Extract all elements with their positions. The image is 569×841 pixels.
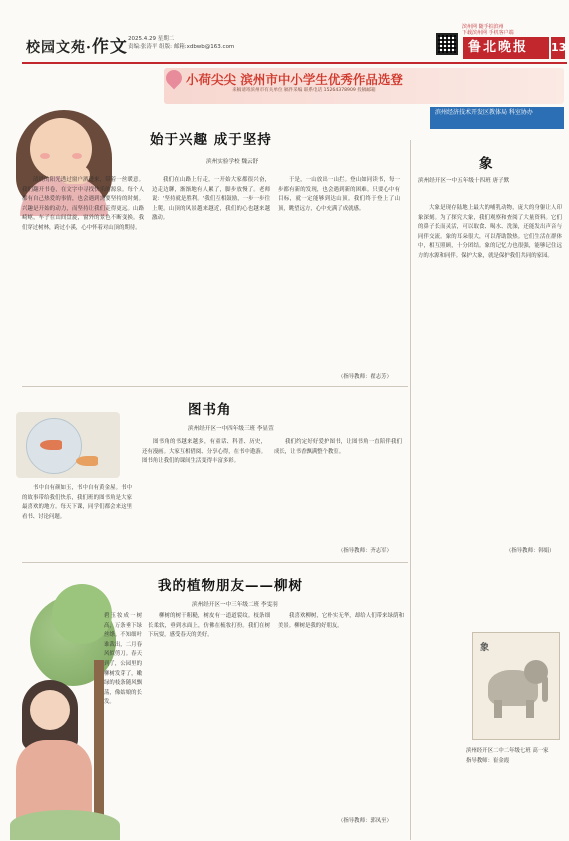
masthead-logo: 鲁北晚报 (463, 37, 549, 59)
article-text-willow-col1: 碧玉妆成一树高，万条垂下绿丝绦。不知细叶谁裁出，二月春风似剪刀。春天到了，公园里的柳树发芽了，嫩绿的枝条随风飘荡，像姑娘的长发。 (104, 613, 142, 706)
girl2-illustration-face (30, 690, 70, 730)
girl-cheek-right (72, 153, 82, 159)
article-text-library-col1: 书中自有颜如玉，书中自有黄金屋。书中的故事带给我们快乐，我们班的图书角是大家最喜欢的地方。每天下课，同学们都会来这里看书、讨论问题。 (22, 485, 132, 520)
sponsor-box: 滨州经济技术开发区教体局 科室协办 (430, 107, 564, 129)
article-text-persistence-col1: 清晨的阳光透过窗户洒进来，带着一丝暖意。我们翻开书卷，在文字中寻找快乐的源泉。每个人都有自己热爱的事情，也会遇到需要坚持的时刻。兴趣是开始的动力，而坚持让我们走得更远。山路崎岖，车子在山间盘旋，窗外的景色不断变换。我们穿过树林，跨过小溪，心中怀着对山顶的期待。 (22, 177, 144, 231)
article-text-persistence-col3: 于是，一山放出一山拦。登山如同读书，每一步都有新的发现，也会遇到新的困难。只要心中有目标，就一定能够到达山顶。我们终于登上了山顶，眺望远方，心中充满了成就感。 (278, 177, 400, 212)
column-divider (410, 140, 411, 840)
article-byline-willow: 滨州经开区一中三年级二班 李雯羽 (192, 602, 278, 608)
elephant-leg (494, 700, 502, 718)
qr-code-icon (436, 33, 458, 55)
photo-note: 滨州网 随手拍滨州 (462, 24, 504, 30)
drawing-caption-teacher: 指导教师：崔金霞 (466, 758, 510, 764)
elephant-leg (526, 700, 534, 718)
banner-subtitle: 来稿请寄滨州市有关单位 稿件采编 联系电话 15264378909 投稿邮箱 (232, 88, 376, 93)
article-text-persistence-col2: 我们在山路上行走，一开始大家都很兴奋，边走边聊，渐渐地有人累了，脚步放慢了。老师说：'坚持就是胜利。'我们互相鼓励，一步一步往上爬。山顶的风景越来越近，我们的心也越来越激动。 (152, 177, 270, 222)
article-signoff-willow: （指导教师：郭凤至） (338, 818, 392, 824)
article-byline-persistence: 滨州实验学校 魏云舒 (206, 159, 259, 165)
fish-icon (76, 456, 98, 466)
banner-title: 小荷尖尖 滨州市中小学生优秀作品选登 (186, 72, 403, 87)
article-title-library: 图书角 (188, 402, 232, 418)
willow-illustration-leaves-top (52, 584, 112, 644)
article-text-library-col3: 我们约定好好爱护图书，让图书角一直陪伴我们成长，让书香飘满整个教室。 (274, 439, 402, 455)
section-divider (22, 386, 408, 387)
article-signoff-library: （指导教师：齐志军） (338, 548, 392, 554)
article-title-persistence: 始于兴趣 成于坚持 (150, 132, 272, 148)
section-title (26, 32, 128, 57)
elephant-trunk (542, 676, 548, 702)
fish-icon (40, 440, 62, 450)
article-byline-elephant: 滨州经开区一中五年级十四班 唐子默 (418, 178, 510, 184)
section-name: 校园文苑 (26, 40, 86, 56)
article-text-willow-col3: 我喜欢柳树，它朴实无华，却给人们带来绿荫和美景。柳树是我的好朋友。 (278, 613, 404, 629)
editor-line (128, 44, 234, 51)
section-main: 作文 (91, 37, 128, 57)
page-number: 13 (551, 37, 565, 59)
issue-date: 2025.4.29 星期二 (128, 36, 175, 42)
article-signoff-persistence: （指导教师：翟志芳） (338, 374, 392, 380)
header-rule (22, 62, 567, 64)
article-text-willow-col2: 柳树的树干粗糙，树皮有一道道裂纹。枝条细长柔软，垂到水面上，仿佛在梳妆打扮。我们在树下玩耍，感受春天的美好。 (148, 613, 270, 639)
drawing-caption-author: 滨州经开区二中二年级七班 高一家 (466, 748, 549, 754)
article-title-elephant: 象 (479, 156, 494, 172)
article-byline-library: 滨州经开区一中四年级三班 李显萱 (188, 426, 274, 432)
elephant-drawing-label: 象 (480, 643, 490, 653)
article-text-library-col2: 图书角的书越来越多，有童话、科普、历史，还有漫画。大家互相借阅、分享心得，在书中遨游。图书角让我们的课间生活变得丰富多彩。 (142, 439, 266, 465)
section-divider (22, 562, 408, 563)
editor-credit: 责编:张涛平 组版: (128, 44, 172, 50)
contact-email: 邮箱:xdbwb@163.com (173, 44, 235, 50)
section-separator: · (86, 40, 92, 56)
article-text-elephant: 大象是现存陆地上最大的哺乳动物，庞大的身躯让人印象深刻。为了探究大象，我们观察和查阅了大量资料。它们的鼻子长而灵活，可以取食、喝水、洗澡，还能发出声音与同伴交流。象的耳朵很大，可以帮助散热。它们生活在群体中，相互照顾，十分团结。象的记忆力也很强，能够记住远方的水源和同伴。保护大象，就是保护我们共同的家园。 (418, 205, 562, 259)
download-note: 下载滨州网 手机客户端 (462, 30, 514, 36)
article-title-willow: 我的植物朋友——柳树 (158, 578, 303, 594)
girl-cheek-left (40, 153, 50, 159)
article-signoff-elephant: （指导教师：韩娟） (506, 548, 555, 554)
